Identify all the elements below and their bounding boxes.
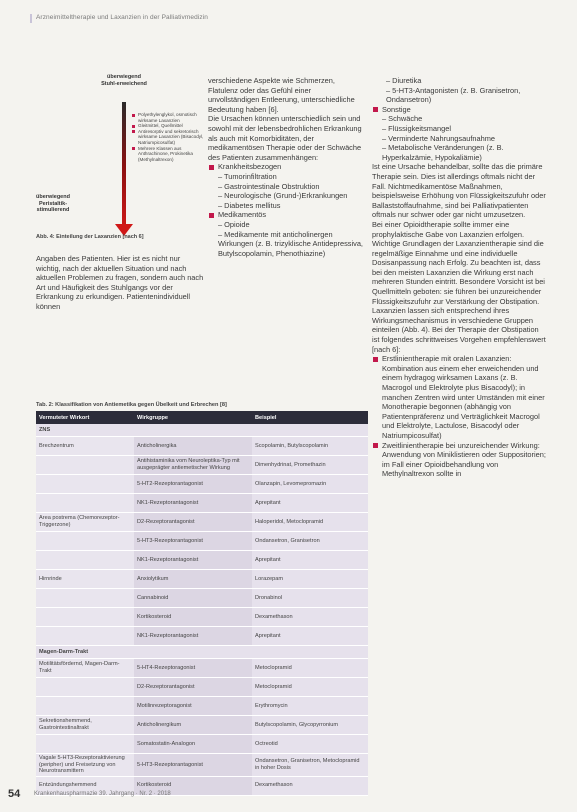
bullet-item: Erstlinientherapie mit oralen Laxanzien: Kombination aus einem eher erweichenden und einem hydragog wirksamen Laxans (z. B. Macrogol und Elektrolyte plus Bisacodyl); in manchen Zentren wird unter Umständen mit einer Monotherapie begonnen (abhängig von Patientenpräferenz und Verträglichkeit Macrogol und Elektrolyte, Lactulose, Bisacodyl oder Natriumpicosulfat): [372, 354, 548, 440]
table-cell: NK1-Rezeptorantagonist: [134, 494, 252, 513]
section-label: Magen-Darm-Trakt: [36, 646, 368, 659]
header-cell: Beispiel: [252, 411, 368, 424]
table-cell: [36, 589, 134, 608]
figure-caption: Abb. 4: Einteilung der Laxanzien [nach 6]: [36, 234, 144, 240]
table-cell: NK1-Rezeptorantagonist: [134, 551, 252, 570]
table-cell: [36, 678, 134, 697]
figure-bottom-label: überwiegend Peristaltik-stimulierend: [36, 194, 70, 213]
dash-item: – Verminderte Nahrungsaufnahme: [382, 133, 495, 143]
dash-item: – Tumorinfiltration: [218, 171, 277, 181]
table-cell: Motilinrezeptoragonist: [134, 697, 252, 716]
bullet-item: Sonstige: [372, 105, 548, 115]
table-cell: [36, 494, 134, 513]
table-cell: 5-HT3-Rezeptorantagonist: [134, 754, 252, 777]
table-row: [36, 437, 368, 456]
table-section-row: [36, 424, 368, 437]
dash-item: – Diabetes mellitus: [218, 200, 281, 210]
header-accent-bar: [30, 14, 32, 23]
figure-list-item: Antiresorptiv und sekretorisch wirksame Laxanzien (Bisacodyl, Natriumpicosulfat): [132, 129, 212, 146]
table-cell: Aprepitant: [252, 627, 368, 646]
table-cell: Kortikosteroid: [134, 608, 252, 627]
table-cell: [36, 627, 134, 646]
figure-list-item: Mehrere Klassen aus Anthrachinone, Prokinetika (Methylnaltrexon): [132, 146, 212, 163]
text-column-middle: [208, 76, 364, 258]
table-cell: 5-HT3-Rezeptorantagonist: [134, 532, 252, 551]
table-row: [36, 589, 368, 608]
bullet-item: Krankheitsbezogen: [208, 162, 364, 172]
table-cell: Kortikosteroid: [134, 776, 252, 795]
table-cell: [36, 608, 134, 627]
table-cell: Antihistaminika vom Neuroleptika-Typ mit ausgeprägter antiemetischer Wirkung: [134, 456, 252, 475]
table-cell: Butylscopolamin, Glycopyrronium: [252, 716, 368, 735]
table-row: [36, 659, 368, 678]
table-row: [36, 735, 368, 754]
table-cell: Aprepitant: [252, 551, 368, 570]
table-section-row: [36, 646, 368, 659]
dash-item: – 5-HT3-Antagonisten (z. B. Granisetron, Ondansetron): [386, 85, 521, 105]
table-cell: [36, 735, 134, 754]
table-row: [36, 494, 368, 513]
bullet-item: Medikamentös: [208, 210, 364, 220]
table-cell: [36, 475, 134, 494]
table-cell: Brechzentrum: [36, 437, 134, 456]
figure-item-list: [132, 112, 212, 162]
paragraph: Die Ursachen können unterschiedlich sein und sowohl mit der lebensbedrohlichen Erkrankung als auch mit Komorbiditäten, der medikamentösen Therapie oder der Schwäche des Patienten zusammenhängen:: [208, 114, 362, 162]
table-cell: Area postrema (Chemorezeptor-Triggerzone): [36, 513, 134, 532]
table-cell: Anticholinergika: [134, 437, 252, 456]
gradient-arrow: [122, 102, 126, 230]
table-cell: Dronabinol: [252, 589, 368, 608]
table-cell: [36, 697, 134, 716]
page-number: 54: [8, 788, 21, 800]
table-cell: Lorazepam: [252, 570, 368, 589]
table-cell: NK1-Rezeptorantagonist: [134, 627, 252, 646]
table-cell: Sekretionshemmend, Gastrointestinaltrakt: [36, 716, 134, 735]
table-cell: D2-Rezeptorantagonist: [134, 513, 252, 532]
running-header: Arzneimitteltherapie und Laxanzien in der Palliativmedizin: [36, 14, 209, 21]
table-row: [36, 678, 368, 697]
table-cell: Somatostatin-Analogon: [134, 735, 252, 754]
figure-list-item: Gleitmittel, Quellmittel: [132, 123, 212, 129]
table-row: [36, 608, 368, 627]
table-cell: 5-HT4-Rezeptoragonist: [134, 659, 252, 678]
table-cell: Haloperidol, Metoclopramid: [252, 513, 368, 532]
table-row: [36, 551, 368, 570]
table-cell: Dexamethason: [252, 776, 368, 795]
table-cell: [36, 456, 134, 475]
paragraph: Laxanzien lassen sich entsprechend ihres Wirkungsmechanismus in verschiedene Gruppen einteilen (Abb. 4). Bei der Therapie der Obstipation ist folgendes schrittweises Vorgehen empfehlenswert [nach 6]:: [372, 306, 546, 354]
table-cell: Cannabinoid: [134, 589, 252, 608]
text-column-left: [36, 254, 206, 312]
table-cell: Erythromycin: [252, 697, 368, 716]
paragraph: Bei einer Opioidtherapie sollte immer eine prophylaktische Gabe von Laxanzien erfolgen. Wichtige Grundlagen der Laxanzientherapie sind die regelmäßige Einnahme und eine individuelle Dosisanpassung nach Erfolg. Zu beachten ist, dass bei den meisten Laxanzien die Wirkung erst nach mehreren Stunden eintritt. Besondere Vorsicht ist bei Quellmitteln geboten: sie führen bei unzureichender Flüssigkeitszufuhr zur Verstärkung der Obstipation.: [372, 219, 545, 306]
table-cell: Anxiolytikum: [134, 570, 252, 589]
figure-top-label: überwiegend Stuhl-erweichend: [101, 74, 147, 87]
table-cell: Scopolamin, Butylscopolamin: [252, 437, 368, 456]
table-cell: [36, 551, 134, 570]
table-cell: Vagale 5-HT3-Rezeptoraktivierung (peripher) und Freisetzung von Neurotransmittern: [36, 754, 134, 777]
table-row: [36, 570, 368, 589]
header-cell: Wirkgruppe: [134, 411, 252, 424]
table-cell: Ondansetron, Granisetron: [252, 532, 368, 551]
table-cell: Olanzapin, Levomepromazin: [252, 475, 368, 494]
table-title: Tab. 2: Klassifikation von Antiemetika gegen Übelkeit und Erbrechen [8]: [36, 402, 227, 408]
dash-item: – Flüssigkeitsmangel: [382, 123, 452, 133]
bullet-item: Zweitlinientherapie bei unzureichender Wirkung: Anwendung von Miniklistieren oder Suppositorien; im Fall einer Opioidbehandlung von Methylnaltrexon sollte in: [372, 441, 548, 479]
figure-list-item: Polyethylenglykol, osmotisch wirksame Laxanzien: [132, 112, 212, 123]
table-cell: Metoclopramid: [252, 659, 368, 678]
table-cell: Motilitätsfördernd, Magen-Darm-Trakt: [36, 659, 134, 678]
table-cell: Dexamethason: [252, 608, 368, 627]
dash-item: – Metabolische Veränderungen (z. B. Hyperkalzämie, Hypokaliämie): [382, 143, 504, 162]
table-row: [36, 513, 368, 532]
table-row: [36, 754, 368, 777]
table-cell: Metoclopramid: [252, 678, 368, 697]
table-cell: Anticholinergikum: [134, 716, 252, 735]
table-row: [36, 716, 368, 735]
paragraph: Ist eine Ursache behandelbar, sollte das die primäre Therapie sein. Dies ist allerdings oftmals nicht der Fall. Nichtmedikamentöse Maßnahmen, beispielsweise Erhöhung von Flüssigkeitszufuhr oder Ballaststoffaufnahme, sind bei Palliativpatienten oftmals nur schwer oder gar nicht umzusetzen.: [372, 162, 546, 220]
journal-footer: Krankenhauspharmazie 39. Jahrgang · Nr. 2 · 2018: [34, 791, 171, 797]
table-cell: Entzündungshemmend: [36, 776, 134, 795]
dash-item: – Neurologische (Grund-)Erkrankungen: [218, 191, 348, 201]
table-cell: [36, 532, 134, 551]
table-cell: 5-HT2-Rezeptorantagonist: [134, 475, 252, 494]
dash-item: – Diuretika: [386, 76, 422, 85]
table-cell: Hirnrinde: [36, 570, 134, 589]
table-row: [36, 697, 368, 716]
laxative-figure: [36, 74, 206, 234]
paragraph: Angaben des Patienten. Hier ist es nicht nur wichtig, nach der aktuellen Situation und nach aktuellen Problemen zu fragen, sondern auch nach Art und Häufigkeit des Stuhlgangs vor der Erkrankung zu erkundigen. Patientenindividuell können: [36, 254, 204, 311]
paragraph: verschiedene Aspekte wie Schmerzen, Flatulenz oder das Gefühl einer unvollständigen Entleerung, unterschiedliche Bedeutung haben [6].: [208, 76, 355, 114]
table-row: [36, 456, 368, 475]
table-cell: D2-Rezeptorantagonist: [134, 678, 252, 697]
antiemetics-table: [36, 411, 368, 796]
dash-item: – Opioide: [218, 219, 250, 229]
dash-item: – Medikamente mit anticholinergen Wirkungen (z. B. trizyklische Antidepressiva, Butylscopolamin, Phenothiazine): [218, 229, 363, 258]
table-cell: Ondansetron, Granisetron, Metoclopramid in hoher Dosis: [252, 754, 368, 777]
table-row: [36, 475, 368, 494]
table-row: [36, 627, 368, 646]
header-cell: Vermuteter Wirkort: [36, 411, 134, 424]
dash-item: – Gastrointestinale Obstruktion: [218, 181, 320, 191]
table-cell: Octreotid: [252, 735, 368, 754]
table-header-row: [36, 411, 368, 424]
text-column-right: [372, 76, 548, 479]
dash-item: – Schwäche: [382, 114, 423, 124]
table-row: [36, 532, 368, 551]
table-cell: Aprepitant: [252, 494, 368, 513]
table-cell: Dimenhydrinat, Promethazin: [252, 456, 368, 475]
section-label: ZNS: [36, 424, 368, 437]
